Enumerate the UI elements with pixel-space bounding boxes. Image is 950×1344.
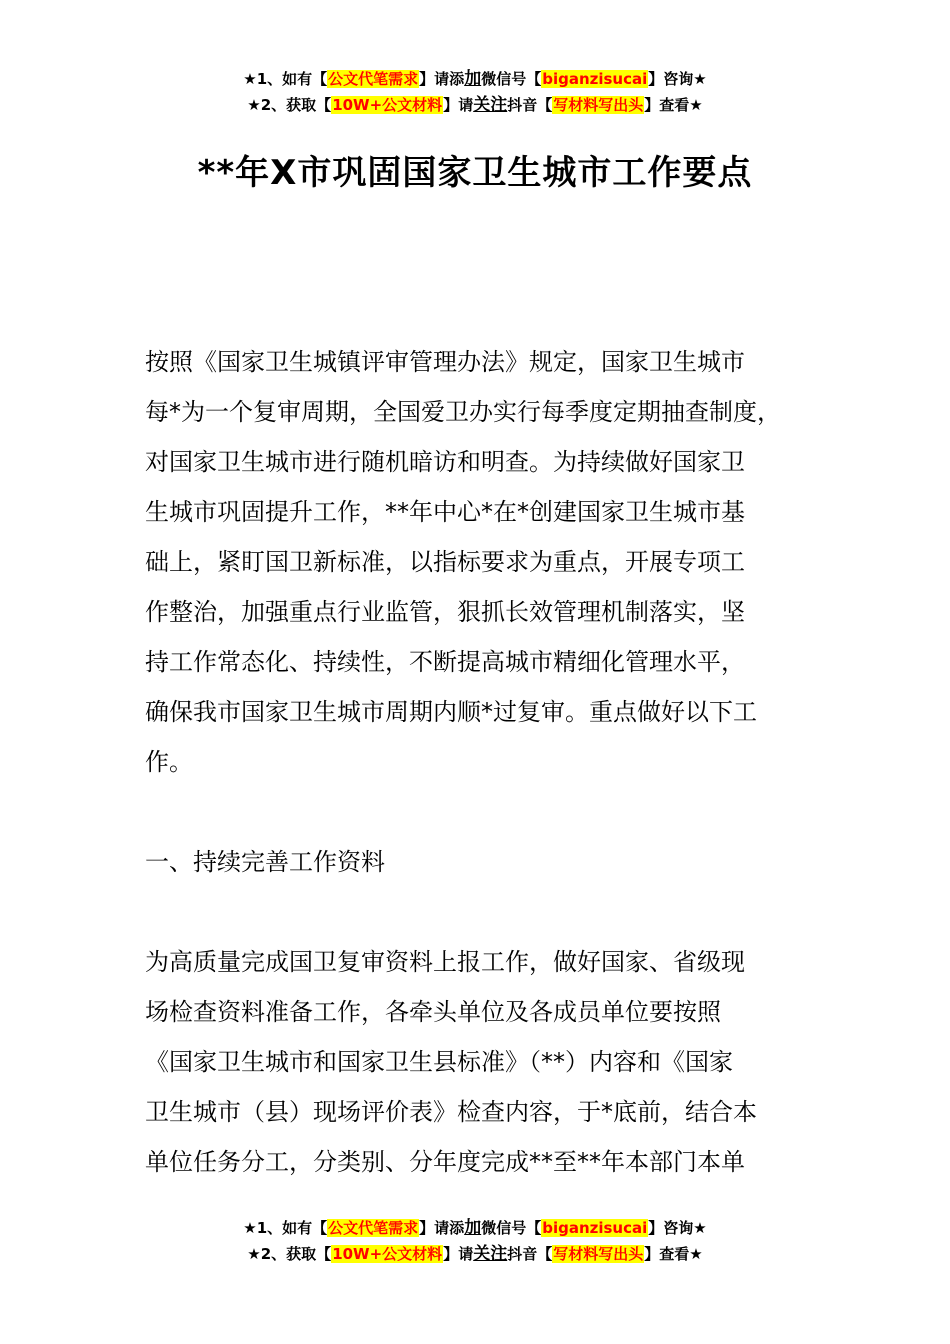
intro-line: 按照《国家卫生城镇评审管理办法》规定，国家卫生城市 bbox=[145, 348, 745, 376]
promo-highlight-wechat-id: biganzisucai bbox=[542, 70, 648, 88]
promo-highlight-materials: 10W+公文材料 bbox=[332, 96, 443, 114]
section-line: 卫生城市（县）现场评价表》检查内容，于*底前，结合本 bbox=[145, 1098, 757, 1126]
intro-line: 作整治，加强重点行业监管，狠抓长效管理机制落实，坚 bbox=[145, 598, 745, 626]
intro-line: 生城市巩固提升工作，**年中心*在*创建国家卫生城市基 bbox=[145, 498, 745, 526]
promo-underlined-word: 加 bbox=[464, 1218, 482, 1238]
intro-line: 作。 bbox=[145, 748, 193, 776]
paragraph-spacer bbox=[145, 887, 835, 937]
promo-underlined-word: 加 bbox=[464, 69, 482, 89]
promo-highlight-service: 公文代笔需求 bbox=[328, 1219, 419, 1237]
paragraph-spacer bbox=[145, 787, 835, 837]
promo-highlight-account: 写材料写出头 bbox=[553, 1245, 644, 1263]
intro-line: 持工作常态化、持续性，不断提高城市精细化管理水平， bbox=[145, 648, 745, 676]
promo-line-2: ★2、获取【10W+公文材料】请关注抖音【写材料写出头】查看★ bbox=[247, 95, 703, 115]
promo-highlight-wechat-id: biganzisucai bbox=[542, 1219, 648, 1237]
promo-highlight-service: 公文代笔需求 bbox=[328, 70, 419, 88]
section-line: 为高质量完成国卫复审资料上报工作，做好国家、省级现 bbox=[145, 948, 745, 976]
section-line: 场检查资料准备工作，各牵头单位及各成员单位要按照 bbox=[145, 998, 721, 1026]
promo-highlight-account: 写材料写出头 bbox=[553, 96, 644, 114]
promo-highlight-materials: 10W+公文材料 bbox=[332, 1245, 443, 1263]
header-promo-banner bbox=[0, 66, 950, 118]
intro-line: 础上，紧盯国卫新标准，以指标要求为重点，开展专项工 bbox=[145, 548, 745, 576]
promo-line-1: ★1、如有【公文代笔需求】请添加微信号【biganzisucai】咨询★ bbox=[243, 69, 707, 89]
intro-line: 确保我市国家卫生城市周期内顺*过复审。重点做好以下工 bbox=[145, 698, 757, 726]
promo-line-1: ★1、如有【公文代笔需求】请添加微信号【biganzisucai】咨询★ bbox=[243, 1218, 707, 1238]
footer-promo-banner bbox=[0, 1215, 950, 1267]
section-heading: 一、持续完善工作资料 bbox=[145, 848, 385, 876]
document-body bbox=[145, 337, 835, 1187]
promo-underlined-word: 关注 bbox=[473, 1244, 508, 1264]
promo-underlined-word: 关注 bbox=[473, 95, 508, 115]
section-line: 单位任务分工，分类别、分年度完成**至**年本部门本单 bbox=[145, 1148, 745, 1176]
document-title: **年X市巩固国家卫生城市工作要点 bbox=[197, 153, 753, 193]
section-line: 《国家卫生城市和国家卫生县标准》（**）内容和《国家 bbox=[145, 1048, 733, 1076]
intro-line: 对国家卫生城市进行随机暗访和明查。为持续做好国家卫 bbox=[145, 448, 745, 476]
promo-line-2: ★2、获取【10W+公文材料】请关注抖音【写材料写出头】查看★ bbox=[247, 1244, 703, 1264]
intro-line: 每*为一个复审周期，全国爱卫办实行每季度定期抽查制度， bbox=[145, 398, 781, 426]
